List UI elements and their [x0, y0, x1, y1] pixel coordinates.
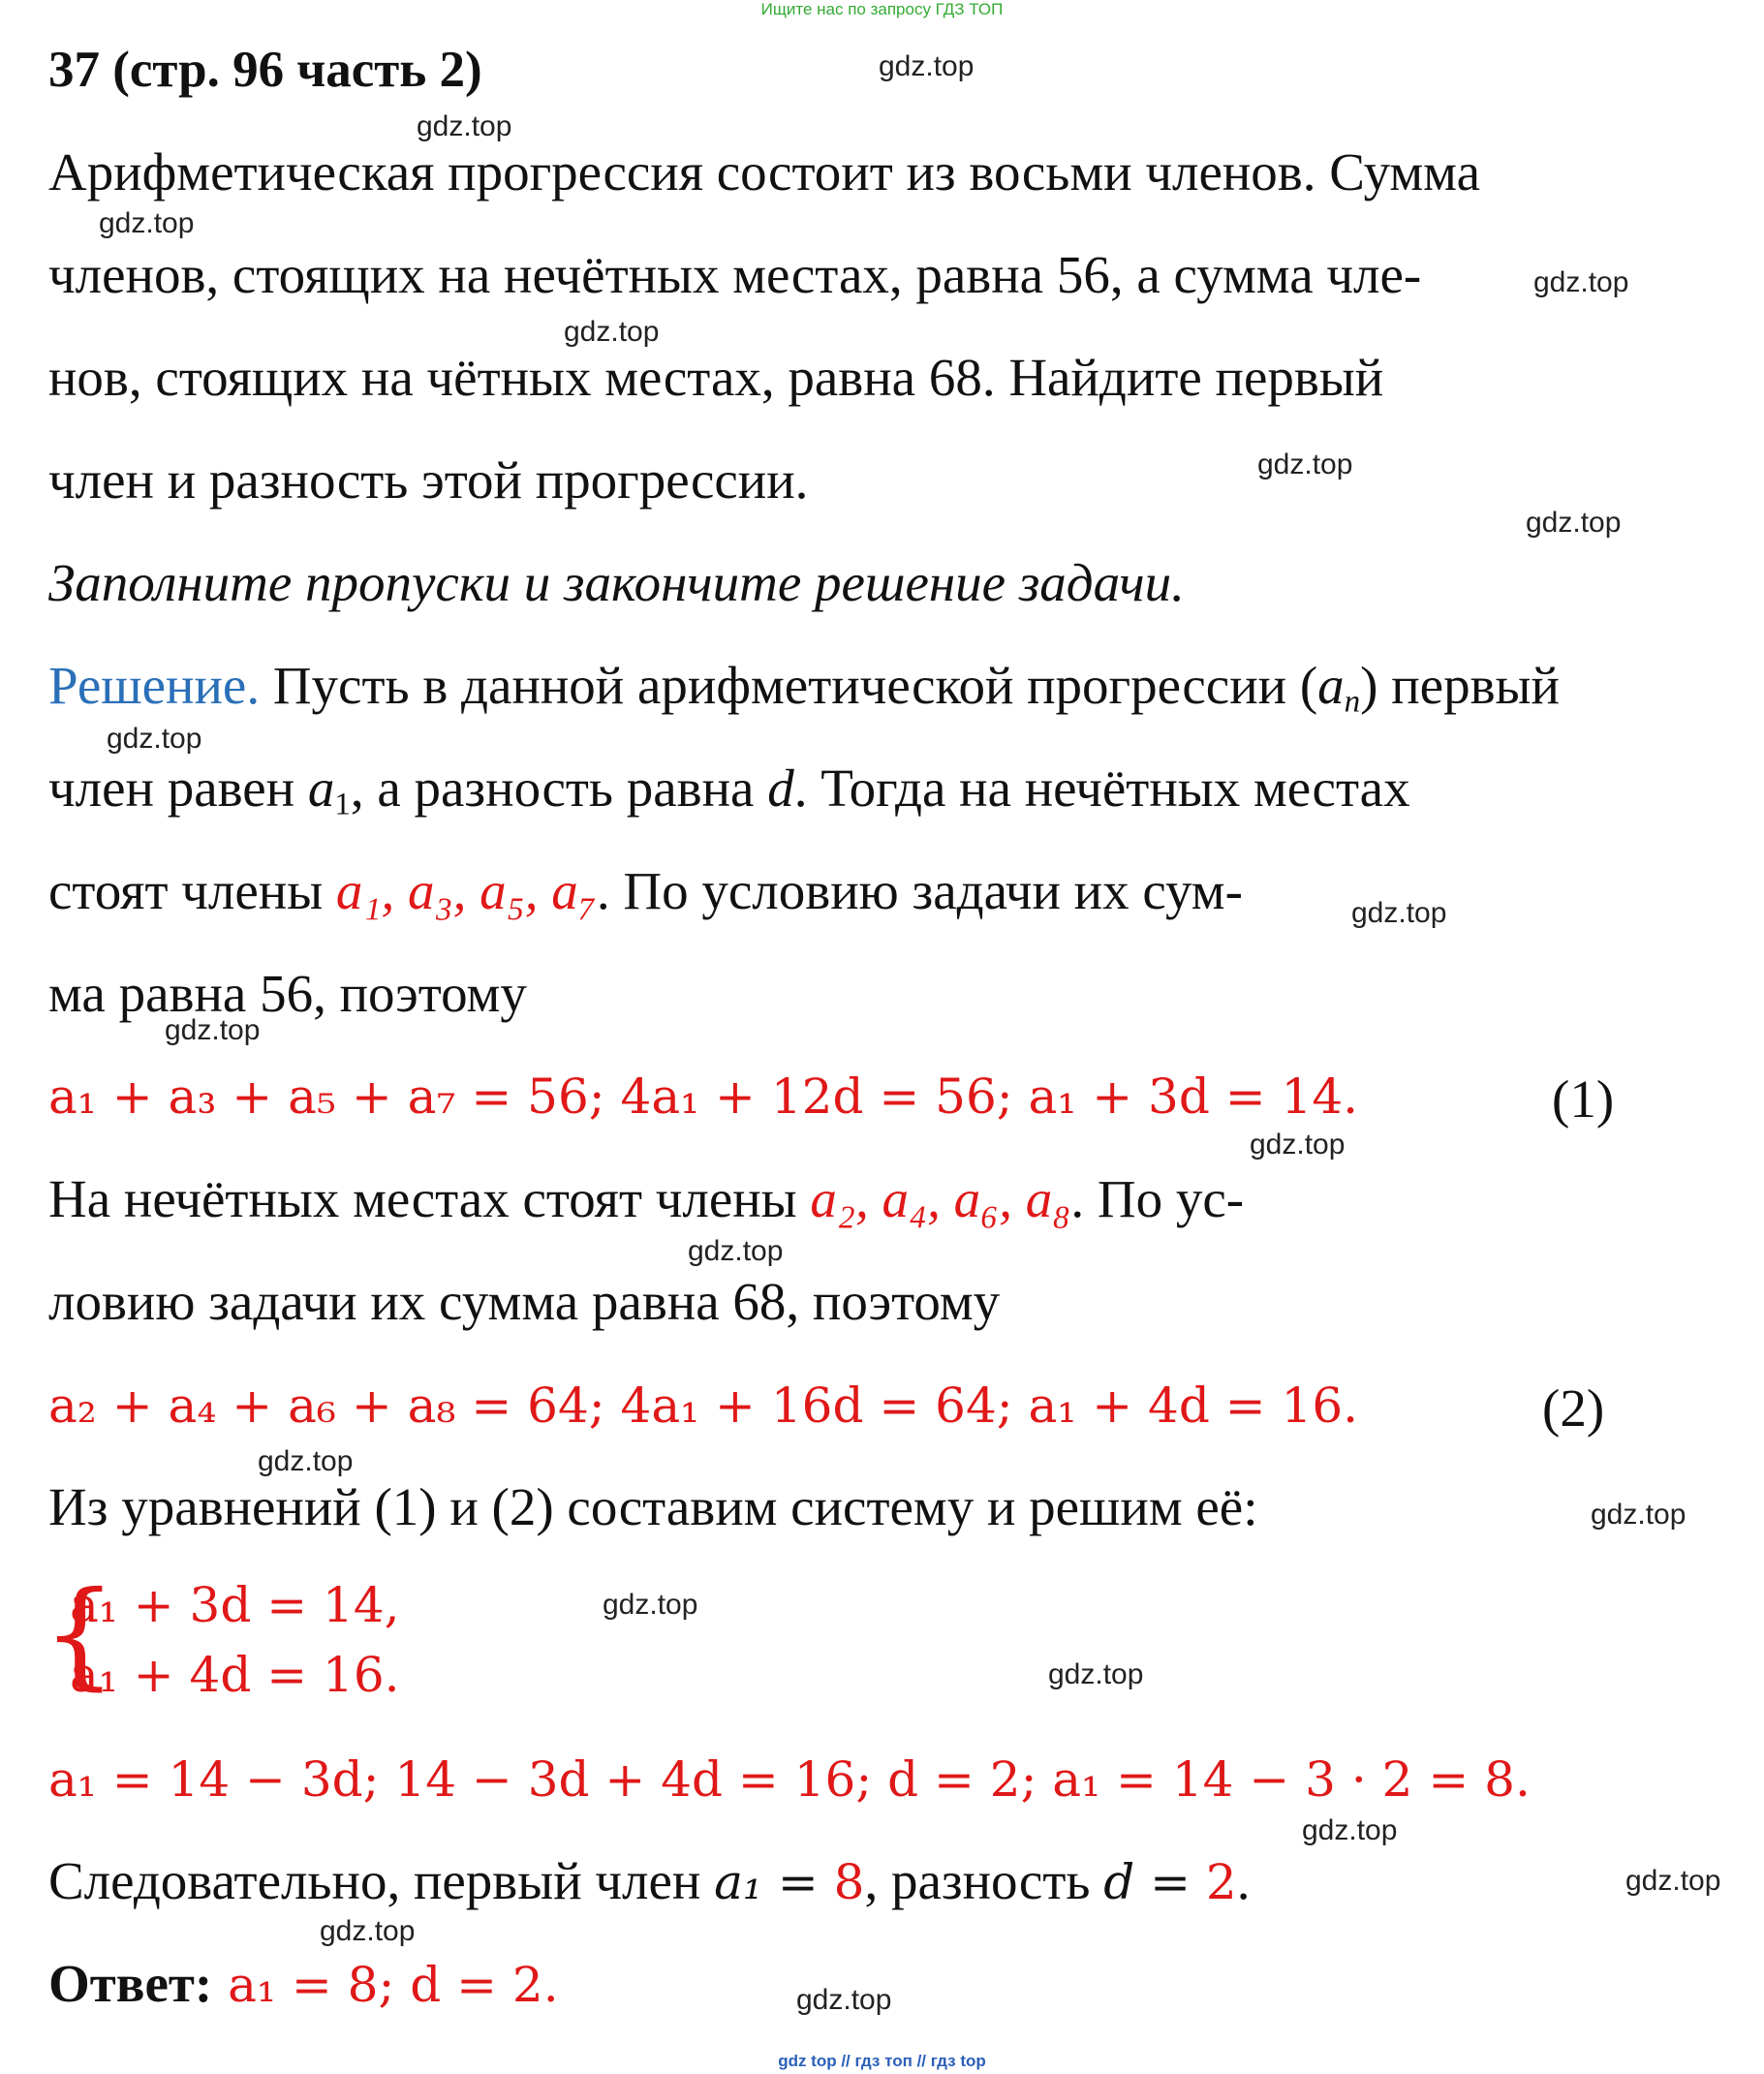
equation-1: a₁ + a₃ + a₅ + a₇ = 56; 4a₁ + 12d = 56; a₁ + 3d = 14.: [48, 1068, 1359, 1125]
instruction: Заполните пропуски и закончите решение задачи.: [48, 553, 1185, 612]
solution-line-1: [48, 656, 1560, 720]
solution-label: Решение.: [48, 656, 261, 715]
watermark: gdz.top: [1048, 1658, 1144, 1690]
equation-1-number: (1): [1552, 1069, 1615, 1129]
answer-label: Ответ:: [48, 1954, 213, 2013]
watermark: gdz.top: [107, 723, 202, 755]
watermark: gdz.top: [1625, 1865, 1721, 1897]
line2-text-a: член равен: [48, 758, 308, 818]
answer-line: [48, 1954, 559, 2013]
watermark: gdz.top: [320, 1915, 416, 1947]
conclusion-eq-1: a₁ =: [714, 1854, 834, 1910]
problem-title: 37 (стр. 96 часть 2): [48, 42, 482, 98]
answer-value: a₁ = 8; d = 2.: [212, 1957, 559, 2013]
watermark: gdz.top: [603, 1589, 698, 1621]
watermark: gdz.top: [564, 316, 660, 348]
watermark: gdz.top: [1533, 266, 1629, 298]
seq-sub: n: [1344, 684, 1361, 720]
solution-line-7: Из уравнений (1) и (2) составим систему и решим её:: [48, 1477, 1258, 1536]
watermark: gdz.top: [258, 1445, 354, 1477]
conclusion-line: [48, 1851, 1251, 1910]
conclusion-text-c: .: [1236, 1851, 1251, 1910]
solution-text-1-end: ) первый: [1360, 656, 1560, 715]
solution-line-5: [48, 1169, 1245, 1228]
task-line-4: член и разность этой прогрессии.: [48, 450, 809, 510]
line5-text-a: На нечётных местах стоят члены: [48, 1169, 811, 1228]
line3-text-b: . По условию задачи их сум-: [596, 861, 1243, 920]
solution-line-4: ма равна 56, поэтому: [48, 964, 527, 1023]
top-banner: Ищите нас по запросу ГДЗ ТОП: [760, 0, 1004, 18]
watermark: gdz.top: [688, 1235, 784, 1267]
system-brace: {: [43, 1567, 117, 1702]
odd-members: a₁, a₃, a₅, a₇: [335, 861, 597, 920]
equation-2: a₂ + a₄ + a₆ + a₈ = 64; 4a₁ + 16d = 64; a₁ + 4d = 16.: [48, 1378, 1359, 1434]
conclusion-value-2: 2: [1205, 1854, 1237, 1910]
system-eq-1: a₁ + 3d = 14,: [70, 1577, 400, 1633]
line5-text-b: . По ус-: [1070, 1169, 1245, 1228]
conclusion-text-b: , разность: [864, 1851, 1104, 1910]
solution-text-1: Пусть в данной арифметической прогрессии (: [260, 656, 1318, 715]
solution-line-2: член равен $a_1$, а разность равна d. Тогда на нечётных местах: [48, 758, 1410, 822]
task-line-1: Арифметическая прогрессия состоит из восьми членов. Сумма: [48, 142, 1480, 201]
watermark: gdz.top: [1257, 449, 1353, 480]
conclusion-eq-2: d =: [1103, 1854, 1206, 1910]
watermark: gdz.top: [417, 110, 512, 142]
seq-var: a: [1317, 656, 1345, 715]
bottom-banner: gdz top // гдз топ // гдз top: [778, 2052, 986, 2070]
conclusion-value-1: 8: [833, 1854, 865, 1910]
watermark: gdz.top: [1302, 1814, 1398, 1846]
line2-text-c: . Тогда на нечётных местах: [793, 758, 1410, 818]
equation-2-number: (2): [1542, 1378, 1605, 1438]
even-members: a₂, a₄, a₆, a₈: [810, 1169, 1071, 1228]
watermark: gdz.top: [99, 207, 195, 239]
watermark: gdz.top: [1351, 897, 1447, 929]
line2-text-b: , а разность равна: [350, 758, 768, 818]
watermark: gdz.top: [879, 50, 975, 82]
watermark: gdz.top: [1250, 1129, 1346, 1161]
conclusion-text-a: Следовательно, первый член: [48, 1851, 715, 1910]
watermark: gdz.top: [1591, 1499, 1687, 1531]
system-eq-2: a₁ + 4d = 16.: [70, 1647, 400, 1703]
line3-text-a: стоят члены: [48, 861, 336, 920]
equation-3: a₁ = 14 − 3d; 14 − 3d + 4d = 16; d = 2; a₁ = 14 − 3 · 2 = 8.: [48, 1751, 1531, 1808]
watermark: gdz.top: [1526, 507, 1622, 539]
task-line-2: членов, стоящих на нечётных местах, равна 56, а сумма чле-: [48, 245, 1422, 304]
task-line-3: нов, стоящих на чётных местах, равна 68. Найдите первый: [48, 348, 1384, 407]
solution-line-3: [48, 861, 1243, 920]
watermark: gdz.top: [165, 1014, 261, 1046]
watermark: gdz.top: [796, 1984, 892, 2016]
solution-line-6: ловию задачи их сумма равна 68, поэтому: [48, 1272, 1001, 1331]
